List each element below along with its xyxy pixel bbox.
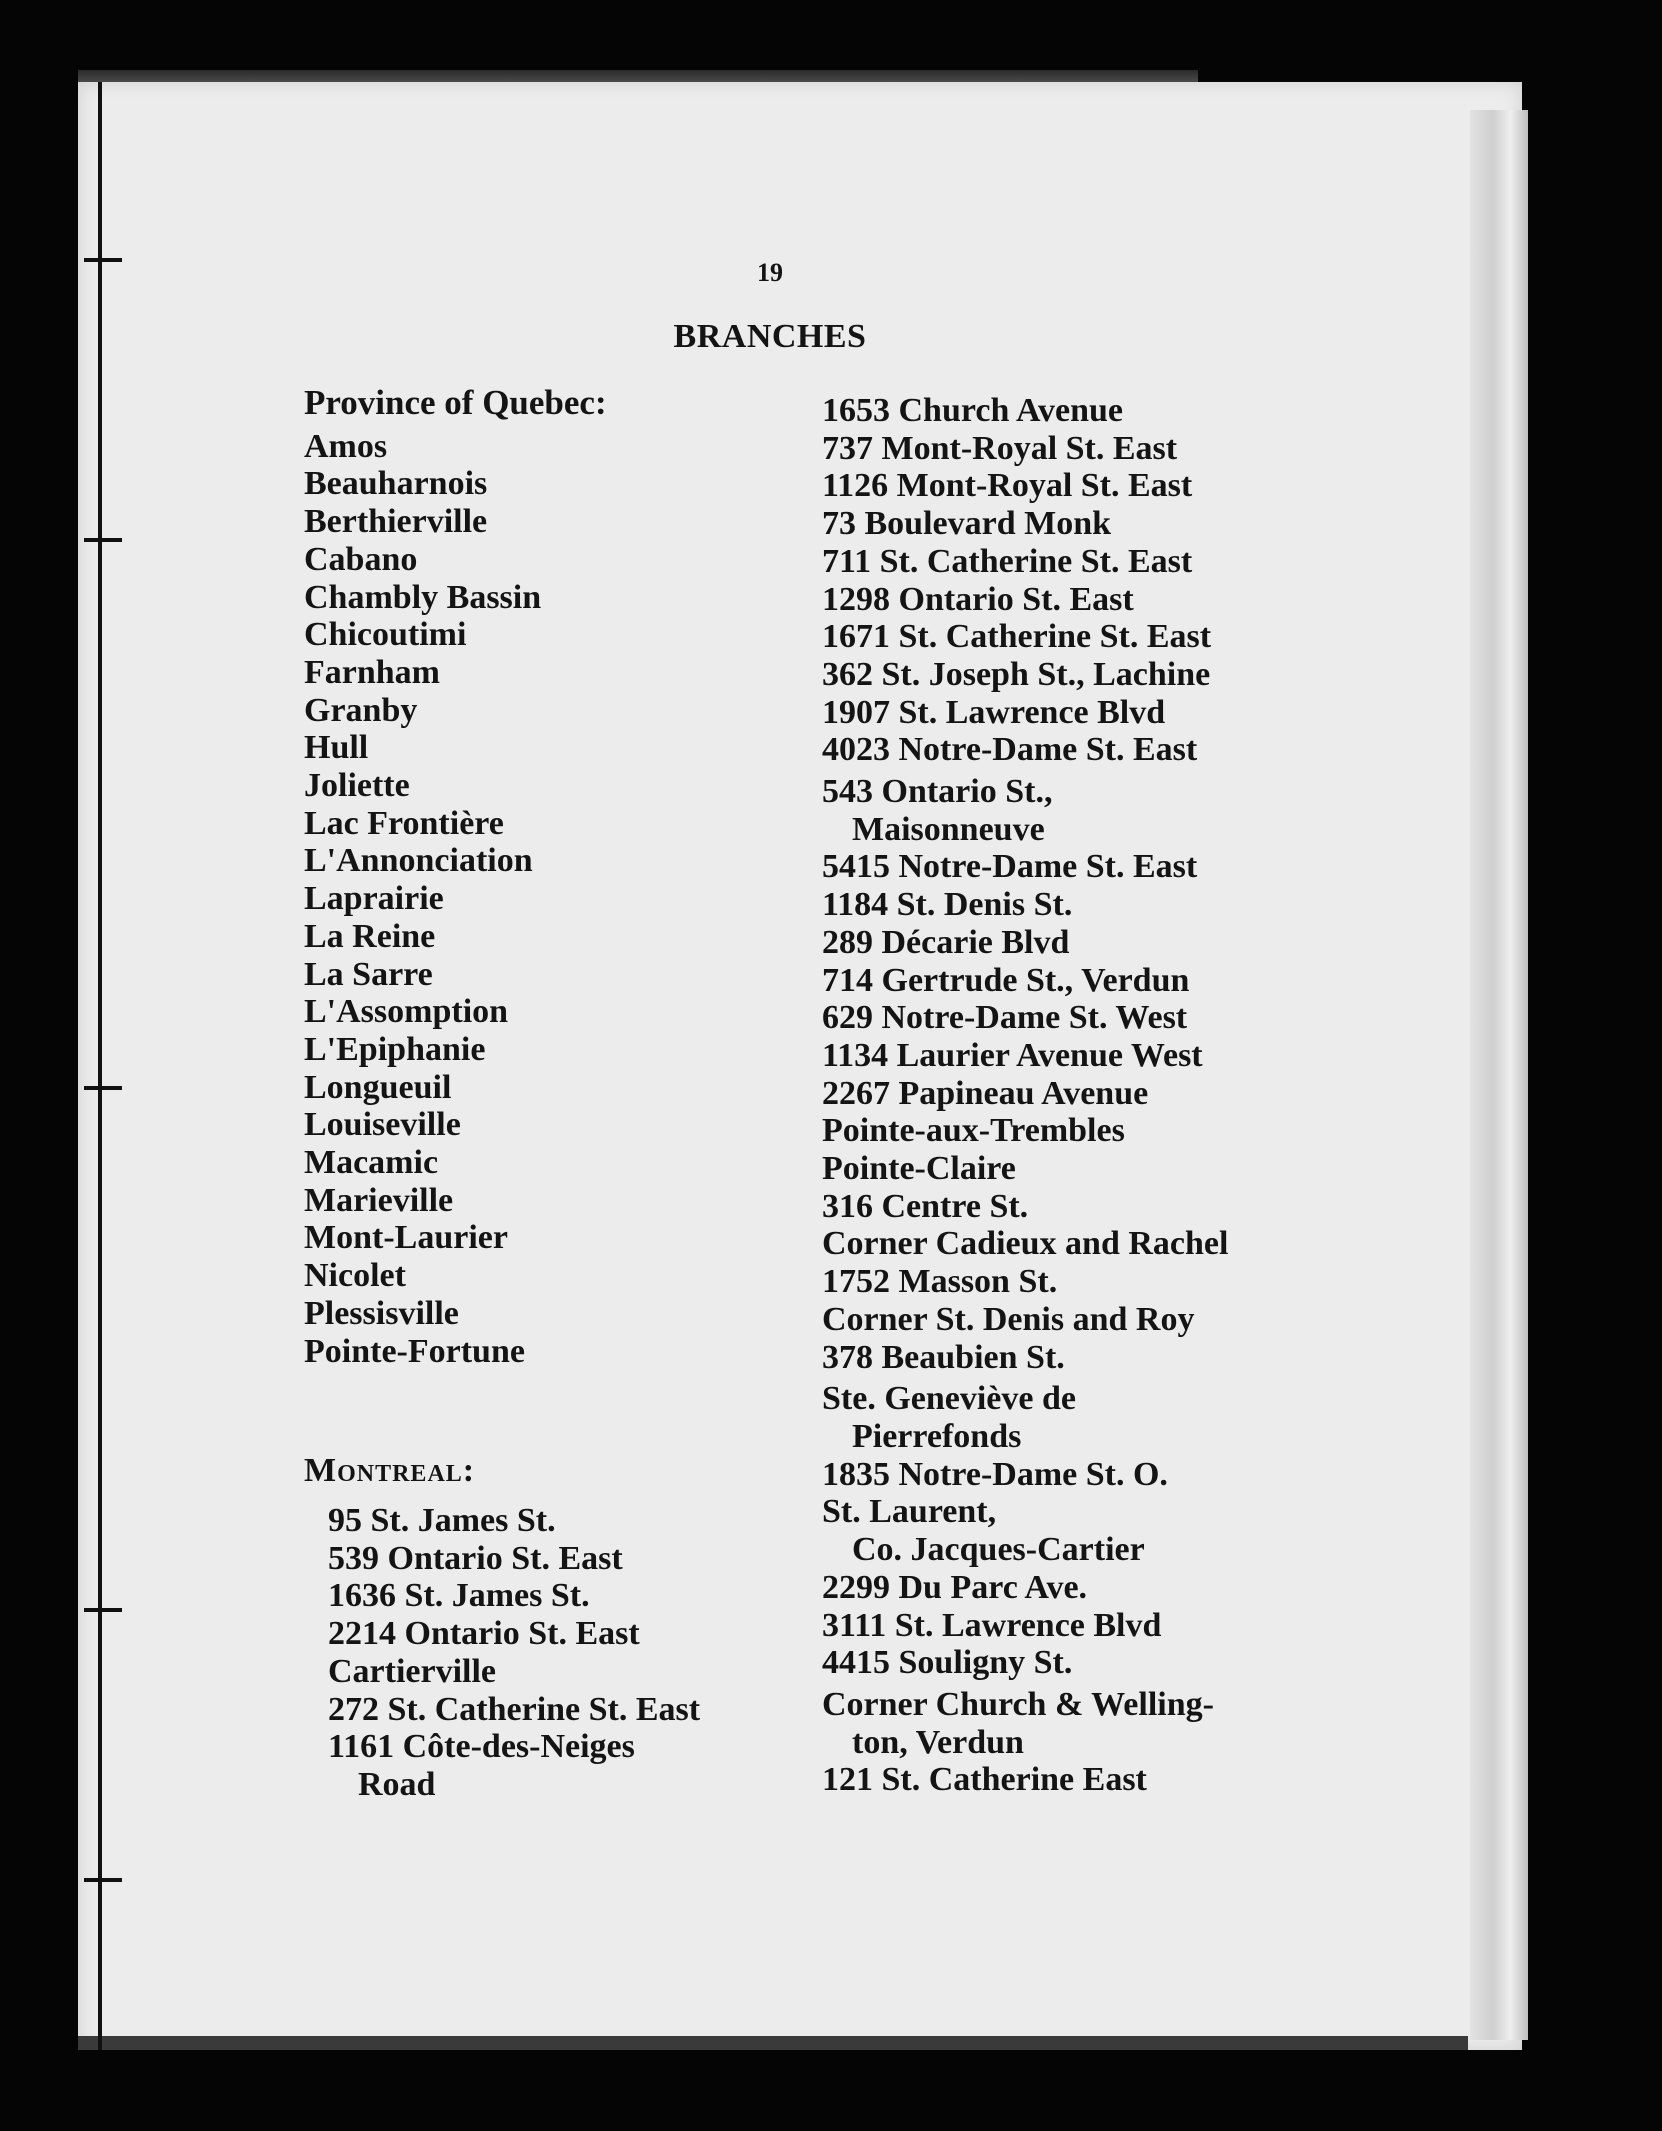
binding-stitch	[84, 1608, 122, 1612]
list-item: La Reine	[304, 917, 436, 955]
list-item: 316 Centre St.	[822, 1187, 1029, 1225]
list-item: 2267 Papineau Avenue	[822, 1074, 1149, 1112]
list-item: Pointe-Fortune	[304, 1332, 525, 1370]
list-item: Hull	[304, 729, 369, 767]
list-item: 95 St. James St.	[328, 1501, 556, 1539]
bottom-shadow	[78, 2036, 1468, 2050]
list-item: La Sarre	[304, 955, 433, 993]
list-item: Berthierville	[304, 503, 488, 541]
list-item: 714 Gertrude St., Verdun	[822, 961, 1190, 999]
list-item: 1835 Notre-Dame St. O.	[822, 1455, 1168, 1493]
list-item: 737 Mont-Royal St. East	[822, 429, 1178, 467]
list-item: 1161 Côte-des-Neiges	[328, 1728, 635, 1766]
list-item: Ste. Geneviève de	[822, 1380, 1076, 1418]
page-number: 19	[757, 258, 783, 287]
list-item: Pointe-aux-Trembles	[822, 1112, 1125, 1150]
list-item: Chambly Bassin	[304, 578, 542, 616]
list-item: L'Epiphanie	[304, 1030, 486, 1068]
list-item: 378 Beaubien St.	[822, 1338, 1065, 1376]
list-item: 5415 Notre-Dame St. East	[822, 848, 1198, 886]
list-item: 4023 Notre-Dame St. East	[822, 731, 1198, 769]
list-item: 3111 St. Lawrence Blvd	[822, 1606, 1162, 1644]
list-item: Louiseville	[304, 1106, 461, 1144]
list-item: Cabano	[304, 540, 418, 578]
list-item: Corner St. Denis and Roy	[822, 1300, 1195, 1338]
list-item: 711 St. Catherine St. East	[822, 542, 1193, 580]
list-item: 543 Ontario St.,	[822, 773, 1053, 811]
list-item: 1126 Mont-Royal St. East	[822, 467, 1193, 505]
list-item: 1907 St. Lawrence Blvd	[822, 693, 1166, 731]
list-item: Longueuil	[304, 1068, 452, 1106]
list-item: 1134 Laurier Avenue West	[822, 1036, 1203, 1074]
page-title: BRANCHES	[673, 318, 867, 355]
list-item: Corner Church & Welling-	[822, 1685, 1214, 1723]
list-item: Plessisville	[304, 1294, 459, 1332]
binding-spine	[98, 82, 102, 2050]
list-item: 73 Boulevard Monk	[822, 505, 1112, 543]
list-item: Pointe-Claire	[822, 1150, 1016, 1188]
list-item: L'Assomption	[304, 993, 509, 1031]
list-item: Laprairie	[304, 880, 444, 918]
list-item: Cartierville	[328, 1652, 497, 1690]
list-item: 289 Décarie Blvd	[822, 923, 1070, 961]
province-branch-list	[304, 428, 774, 1371]
binding-stitch	[84, 1086, 122, 1090]
list-item: 1184 St. Denis St.	[822, 886, 1073, 924]
list-item-continuation: Co. Jacques-Cartier	[852, 1531, 1145, 1569]
montreal-branch-list-left	[304, 1502, 774, 1804]
list-item: 272 St. Catherine St. East	[328, 1690, 701, 1728]
list-item: Macamic	[304, 1144, 439, 1182]
list-item: 1752 Masson St.	[822, 1263, 1058, 1301]
binding-stitch	[84, 1878, 122, 1882]
list-item: 121 St. Catherine East	[822, 1761, 1147, 1799]
list-item-continuation: Maisonneuve	[852, 810, 1045, 848]
binding-stitch	[84, 258, 122, 262]
list-item: 4415 Souligny St.	[822, 1644, 1073, 1682]
list-item: 362 St. Joseph St., Lachine	[822, 655, 1211, 693]
list-item: 2214 Ontario St. East	[328, 1615, 640, 1653]
right-column	[822, 392, 1462, 1799]
list-item: 1636 St. James St.	[328, 1577, 590, 1615]
list-item: 539 Ontario St. East	[328, 1539, 623, 1577]
list-item: Farnham	[304, 653, 440, 691]
list-item: Chicoutimi	[304, 616, 467, 654]
list-item: Marieville	[304, 1181, 454, 1219]
binding-stitch	[84, 538, 122, 542]
list-item: Granby	[304, 691, 418, 729]
list-item-continuation: Road	[358, 1765, 436, 1803]
page-edge	[1470, 110, 1528, 2040]
list-item: Lac Frontière	[304, 804, 504, 842]
list-item: Nicolet	[304, 1257, 406, 1295]
list-item: Beauharnois	[304, 465, 488, 503]
province-heading: Province of Quebec:	[304, 383, 607, 422]
list-item: St. Laurent,	[822, 1493, 997, 1531]
list-item: 1671 St. Catherine St. East	[822, 618, 1212, 656]
list-item-continuation: ton, Verdun	[852, 1723, 1024, 1761]
list-item: 629 Notre-Dame St. West	[822, 999, 1188, 1037]
list-item: 1298 Ontario St. East	[822, 580, 1134, 618]
list-item: Mont-Laurier	[304, 1219, 508, 1257]
list-item: 1653 Church Avenue	[822, 392, 1124, 429]
list-item: L'Annonciation	[304, 842, 533, 880]
list-item: Amos	[304, 427, 388, 465]
list-item: Corner Cadieux and Rachel	[822, 1225, 1229, 1263]
list-item-continuation: Pierrefonds	[852, 1417, 1022, 1455]
list-item: 2299 Du Parc Ave.	[822, 1568, 1088, 1606]
list-item: Joliette	[304, 767, 410, 805]
montreal-heading: Montreal:	[304, 1452, 476, 1490]
left-column	[304, 384, 774, 1804]
